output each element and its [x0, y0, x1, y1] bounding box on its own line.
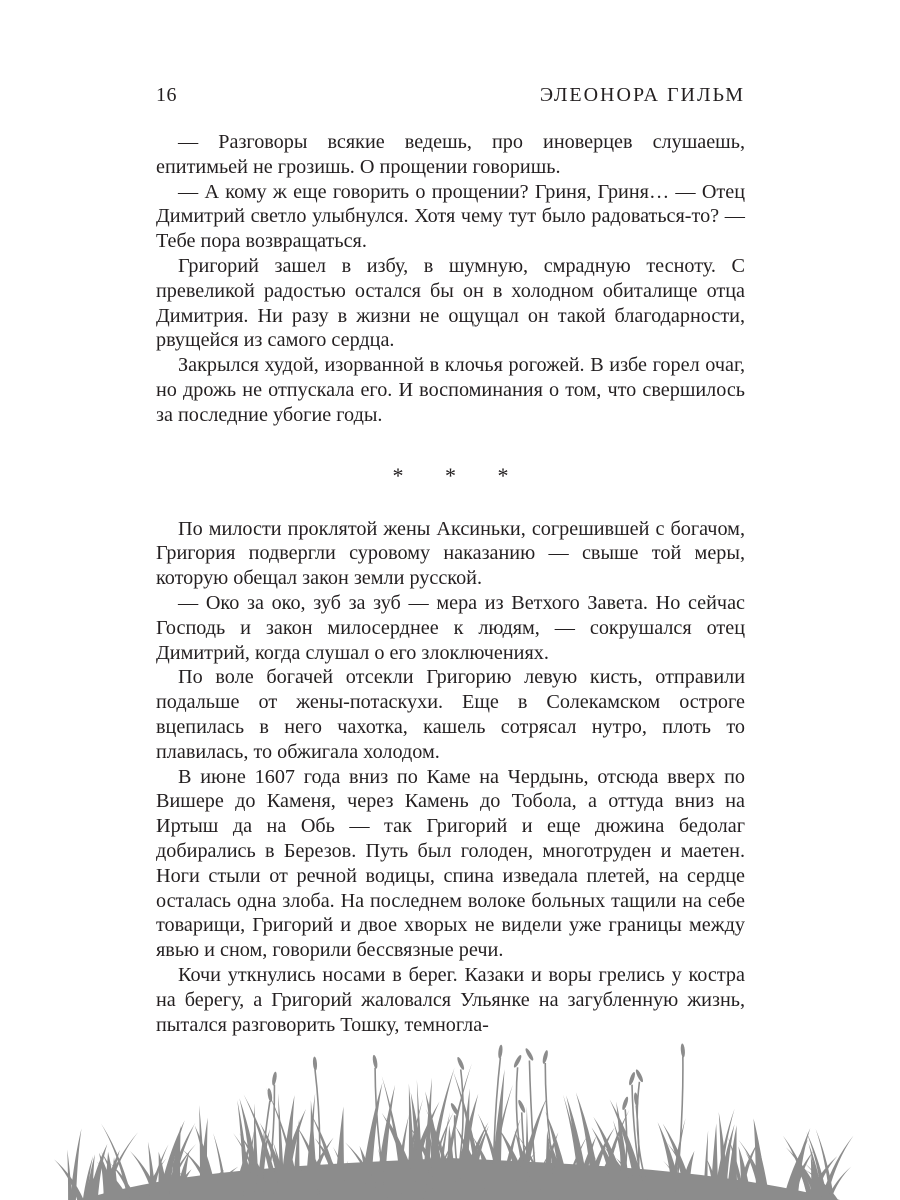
running-head: ЭЛЕОНОРА ГИЛЬМ — [539, 84, 745, 106]
paragraph: — Разговоры всякие ведешь, про иноверцев слушаешь, епитимьей не грозишь. О прощении говоришь. — [156, 131, 745, 178]
grass-blades — [54, 1043, 854, 1200]
grass-seed-head — [312, 1056, 317, 1070]
grass-seed-head — [517, 1099, 526, 1113]
paragraph: По милости проклятой жены Аксиньки, согрешившей с богачом, Григория подвергли суровому наказанию — свыше той меры, которую обещал закон земли русской. — [156, 517, 745, 590]
grass-blade — [70, 1128, 82, 1200]
grass-seed-head — [524, 1047, 534, 1061]
grass-seed-head — [372, 1055, 378, 1069]
grass-blade — [703, 1130, 708, 1200]
paragraph: По воле богачей отсекли Григорию левую кисть, отправили подальше от жены-потаскухи. Еще в Солекамском остроге вцепилась в него чахотка, кашель сотрясал нутро, плоть то плавилась, то обжигала холодом. — [156, 666, 745, 763]
grass-seed-head — [542, 1050, 549, 1065]
page-number: 16 — [156, 84, 177, 106]
grass-seed-head — [456, 1056, 465, 1070]
grass-seed-head — [513, 1054, 523, 1068]
grass-seed-head — [680, 1043, 685, 1057]
grass-seed-head — [271, 1071, 277, 1085]
paragraph: — А кому ж еще говорить о прощении? Гриня, Гриня… — Отец Димитрий светло улыбнулся. Хотя чему тут было радоваться-то? — Тебе пора возвращаться. — [156, 180, 745, 253]
grass-seed-head — [628, 1071, 636, 1086]
body-text — [156, 130, 745, 1037]
paragraph: — Око за око, зуб за зуб — мера из Ветхого Завета. Но сейчас Господь и закон милосерднее к людям, — сокрушался отец Димитрий, когда слушал о его злоключениях. — [156, 591, 745, 664]
paragraph: Кочи уткнулись носами в берег. Казаки и воры грелись у костра на берегу, а Григорий жаловался Ульянке на загубленную жизнь, пытался разговорить Тошку, темногла- — [156, 963, 745, 1036]
grass-seed-head — [267, 1088, 273, 1102]
section-break-asterisks: * * * — [392, 462, 527, 488]
grass-seed-head — [635, 1069, 645, 1083]
paragraph: Григорий зашел в избу, в шумную, смрадную тесноту. С превеликой радостью остался бы он в холодном обиталище отца Димитрия. Ни разу в жизни не ощущал он такой благодарности, рвущейся из самого сердца. — [156, 254, 745, 352]
grass-illustration — [0, 1030, 900, 1200]
paragraph: В июне 1607 года вниз по Каме на Чердынь, отсюда вверх по Вишере до Каменя, через Камень до Тобола, а оттуда вниз на Иртыш да на Обь — так Григорий и еще дюжина бедолаг добирались в Березов. Путь был голоден, многотруден и маетен. Ноги стыли от речной водицы, спина изведала плетей, на сердце осталась одна злоба. На последнем волоке больных тащили на себе товарищи, Григорий и двое хворых не видели уже границы между явью и сном, говорили бессвязные речи. — [156, 765, 745, 962]
grass-seed-head — [621, 1096, 629, 1111]
grass-seed-head — [498, 1044, 504, 1058]
paragraph: Закрылся худой, изорванной в клочья рогожей. В избе горел очаг, но дрожь не отпускала его. И воспоминания о том, что свершилось за последние убогие годы. — [156, 354, 745, 426]
